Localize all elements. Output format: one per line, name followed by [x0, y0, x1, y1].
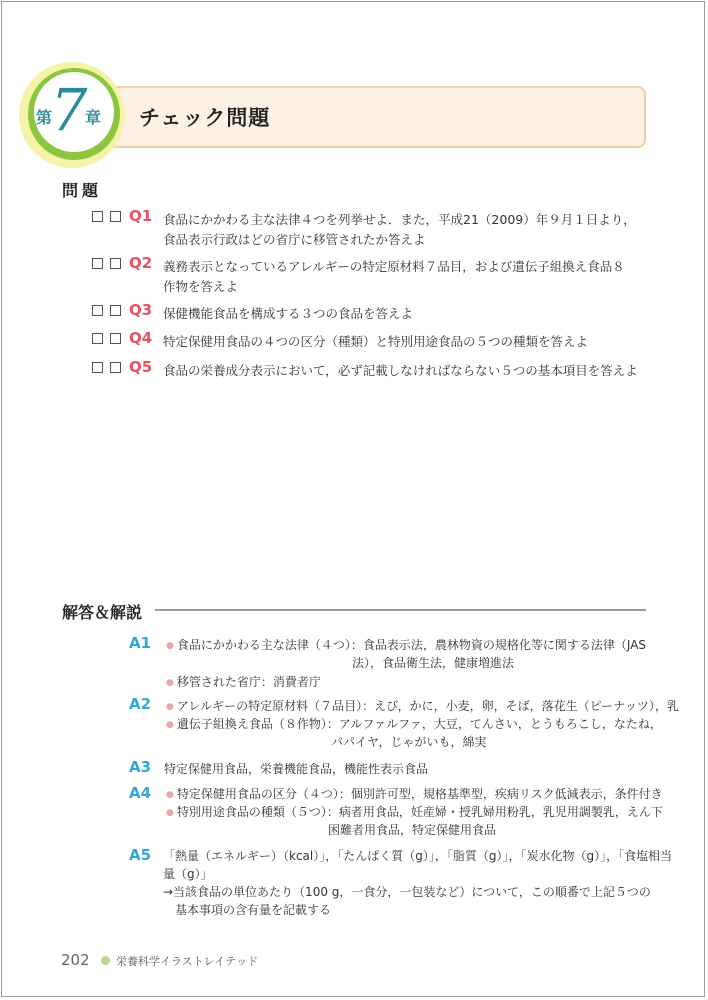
question-text [163, 361, 643, 381]
answer-a5-line-1: 「熱量（エネルギー）（kcal）」，「たんぱく質（g）」，「脂質（g）」，「炭水化物（g）」，「食塩相当 [163, 849, 673, 863]
question-text-line: 保健機能食品を構成する３つの食品を答えよ [163, 306, 414, 321]
answer-a5-line-2: 量（g）」 [163, 867, 213, 881]
answer-a4-line-3: 困難者用食品，特定保健用食品 [328, 823, 497, 837]
checkbox-q5-second[interactable] [110, 362, 121, 373]
answer-a1-line-3 [166, 673, 321, 693]
answer-label-a2: A2 [129, 695, 152, 713]
answer-label-a4: A4 [129, 784, 152, 802]
book-title: 栄養科学イラストレイテッド [116, 955, 259, 968]
chapter-suffix: 章 [85, 108, 102, 127]
question-label: Q1 [129, 207, 153, 225]
question-text [163, 304, 643, 324]
answer-label-a3: A3 [129, 758, 152, 776]
answer-a2-line-1 [166, 697, 679, 717]
question-text [163, 210, 643, 250]
bullet-icon: ● [166, 720, 174, 730]
answer-a3-line-1: 特定保健用食品，栄養機能食品，機能性表示食品 [164, 762, 429, 776]
checkbox-q2-second[interactable] [110, 258, 121, 269]
answer-a2-line-2 [166, 715, 662, 735]
question-text-line: 食品表示行政はどの省庁に移管されたか答えよ [163, 232, 426, 247]
answer-label-a5: A5 [129, 846, 152, 864]
checkbox-q4-first[interactable] [92, 333, 103, 344]
footer-dot-icon [101, 956, 110, 965]
answers-heading-rule [155, 609, 646, 611]
question-text-line: 食品の栄養成分表示において，必ず記載しなければならない５つの基本項目を答えよ [163, 363, 638, 378]
question-text-line: 特定保健用食品の４つの区分（種類）と特別用途食品の５つの種類を答えよ [163, 334, 589, 349]
question-text-line: 作物を答えよ [163, 279, 239, 294]
question-label: Q3 [129, 301, 153, 319]
checkbox-q5-first[interactable] [92, 362, 103, 373]
answer-text: アレルギーの特定原材料（７品目）：えび，かに，小麦，卵，そば，落花生（ピーナッツ），乳 [176, 699, 679, 713]
question-text [163, 257, 643, 297]
bullet-icon: ● [166, 641, 174, 651]
questions-heading: 問題 [62, 181, 103, 200]
question-label: Q4 [129, 329, 153, 347]
answer-a5-line-4: 基本事項の含有量を記載する [175, 903, 332, 917]
question-text-line: 食品にかかわる主な法律４つを列挙せよ．また，平成21（2009）年９月１日より， [163, 212, 636, 227]
answer-a2-line-3: パパイヤ，じゃがいも，綿実 [331, 735, 487, 749]
question-text-line: 義務表示となっているアレルギーの特定原材料７品目，および遺伝子組換え食品８ [163, 259, 625, 274]
answer-label-a1: A1 [129, 634, 152, 652]
bullet-icon: ● [166, 808, 174, 818]
answer-a1-line-1 [166, 636, 646, 656]
question-label: Q5 [129, 358, 153, 376]
question-label: Q2 [129, 254, 153, 272]
answer-a4-line-1 [166, 785, 663, 805]
answer-text: 遺伝子組換え食品（８作物）：アルファルファ，大豆，てんさい，とうもろこし，なたね， [176, 717, 662, 731]
question-q5 [92, 358, 652, 401]
bullet-icon: ● [166, 790, 174, 800]
page-number: 202 [61, 951, 90, 969]
answer-text: 食品にかかわる主な法律（４つ）：食品表示法，農林物資の規格化等に関する法律（JAS [176, 638, 647, 652]
chapter-number: 7 [50, 76, 88, 144]
bullet-icon: ● [166, 702, 174, 712]
answer-a1-line-2: 法），食品衛生法，健康増進法 [352, 656, 515, 670]
bullet-icon: ● [166, 678, 174, 688]
chapter-prefix: 第 [36, 108, 53, 127]
answer-a4-line-2 [166, 803, 663, 823]
question-q1 [92, 207, 652, 250]
answer-text: 移管された省庁：消費者庁 [176, 675, 321, 689]
question-text [163, 332, 643, 352]
chapter-title-banner [96, 86, 646, 148]
checkbox-q3-first[interactable] [92, 305, 103, 316]
answer-text: 特別用途食品の種類（５つ）：病者用食品，妊産婦・授乳婦用粉乳，乳児用調製乳，えん下 [176, 805, 663, 819]
checkbox-q3-second[interactable] [110, 305, 121, 316]
checkbox-q4-second[interactable] [110, 333, 121, 344]
checkbox-q2-first[interactable] [92, 258, 103, 269]
question-q2 [92, 254, 652, 297]
checkbox-q1-second[interactable] [110, 211, 121, 222]
answers-heading: 解答＆解説 [62, 603, 143, 622]
answer-a5-line-3: →当該食品の単位あたり（100 g，一食分，一包装など）について，この順番で上記５つの [163, 885, 651, 899]
checkbox-q1-first[interactable] [92, 211, 103, 222]
answer-text: 特定保健用食品の区分（４つ）：個別許可型，規格基準型，疾病リスク低減表示，条件付き [176, 787, 663, 801]
chapter-title: チェック問題 [139, 106, 271, 130]
